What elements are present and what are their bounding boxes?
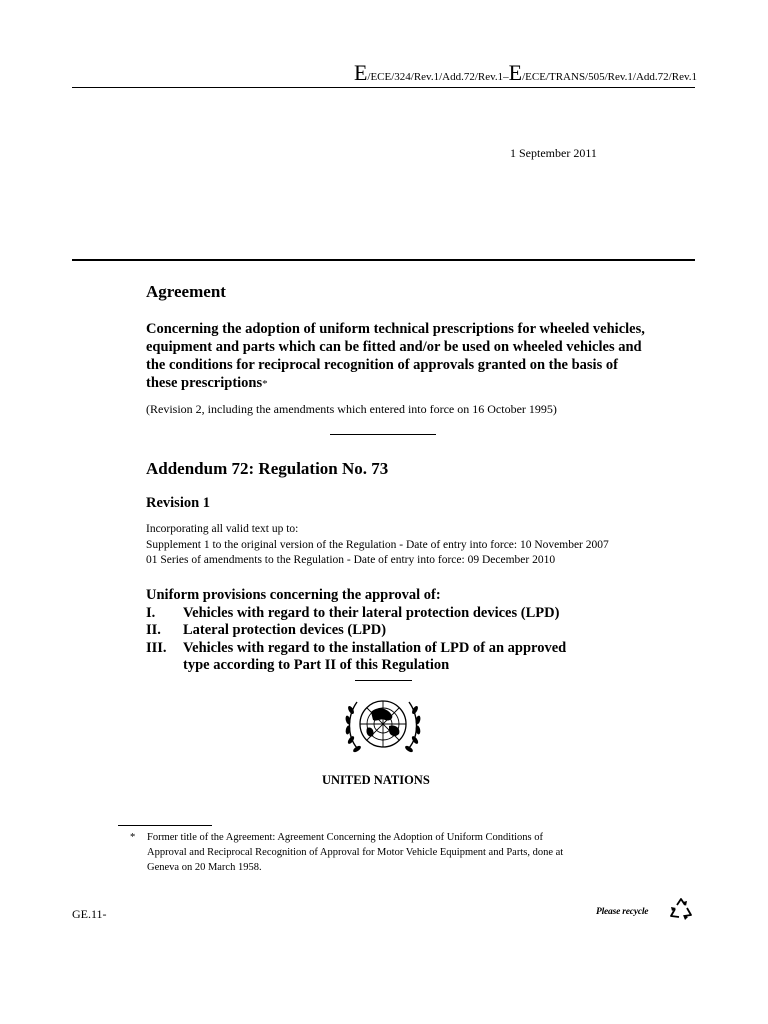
provision-item: [146, 622, 666, 640]
symbol-part-2: /ECE/TRANS/505/Rev.1/Add.72/Rev.1: [522, 71, 697, 83]
provision-item: [146, 640, 666, 658]
footnote-star: *: [130, 832, 136, 843]
uniform-heading: Uniform provisions concerning the approval of:: [146, 587, 441, 603]
incorporating-text: [146, 522, 609, 569]
footnote-rule: [118, 825, 212, 826]
separator-rule: [330, 434, 436, 435]
incorporating-line: Supplement 1 to the original version of the Regulation - Date of entry into force: 10 November 2007: [146, 538, 609, 551]
agreement-subtitle: [146, 320, 646, 393]
provision-text: Lateral protection devices (LPD): [183, 622, 387, 638]
document-symbol: [287, 60, 697, 86]
emblem-rule: [355, 680, 412, 681]
header-rule: [72, 87, 695, 88]
footnote-line: [130, 830, 630, 845]
job-number: GE.11-: [72, 907, 107, 921]
footnote: [130, 830, 630, 875]
provision-number: I.: [146, 604, 156, 621]
footnote-line: Approval and Reciprocal Recognition of Approval for Motor Vehicle Equipment and Parts, done at: [147, 847, 564, 858]
provision-text: type according to Part II of this Regulation: [183, 657, 450, 673]
agreement-subtitle-text: Concerning the adoption of uniform technical prescriptions for wheeled vehicles, equipment and parts which can be fitted and/or be used on wheeled vehicles and the conditions for reciprocal recognition of approvals granted on the basis of these prescriptions: [146, 321, 645, 391]
incorporating-line: Incorporating all valid text up to:: [146, 523, 299, 535]
provision-item: [146, 605, 666, 623]
provision-number: III.: [146, 639, 167, 656]
symbol-letter-1: E: [353, 60, 368, 85]
uniform-provisions: [146, 587, 666, 675]
provision-number: II.: [146, 622, 161, 638]
organization-name: UNITED NATIONS: [322, 773, 430, 787]
revision-title: Revision 1: [146, 495, 211, 511]
recycle-icon: [668, 896, 694, 922]
document-date: 1 September 2011: [510, 146, 597, 160]
symbol-part-1: /ECE/324/Rev.1/Add.72/Rev.1–: [367, 71, 509, 83]
provision-number: [146, 657, 183, 675]
footnote-line: Geneva on 20 March 1958.: [147, 862, 262, 873]
provision-text: Vehicles with regard to the installation of LPD of an approved: [183, 639, 567, 656]
addendum-title: Addendum 72: Regulation No. 73: [146, 459, 389, 478]
provision-text: Vehicles with regard to their lateral protection devices (LPD): [183, 604, 560, 621]
symbol-letter-2: E: [508, 60, 523, 85]
provision-item: [146, 657, 666, 675]
revision-note: (Revision 2, including the amendments which entered into force on 16 October 1995): [146, 402, 557, 416]
footnote-text: Former title of the Agreement: Agreement Concerning the Adoption of Uniform Conditions of: [147, 832, 544, 843]
un-emblem-icon: [343, 692, 423, 762]
title-rule: [72, 259, 695, 261]
incorporating-line: 01 Series of amendments to the Regulation - Date of entry into force: 09 December 2010: [146, 554, 556, 566]
agreement-title: Agreement: [146, 282, 226, 301]
recycle-label: Please recycle: [596, 907, 649, 917]
footnote-marker: *: [262, 378, 268, 390]
